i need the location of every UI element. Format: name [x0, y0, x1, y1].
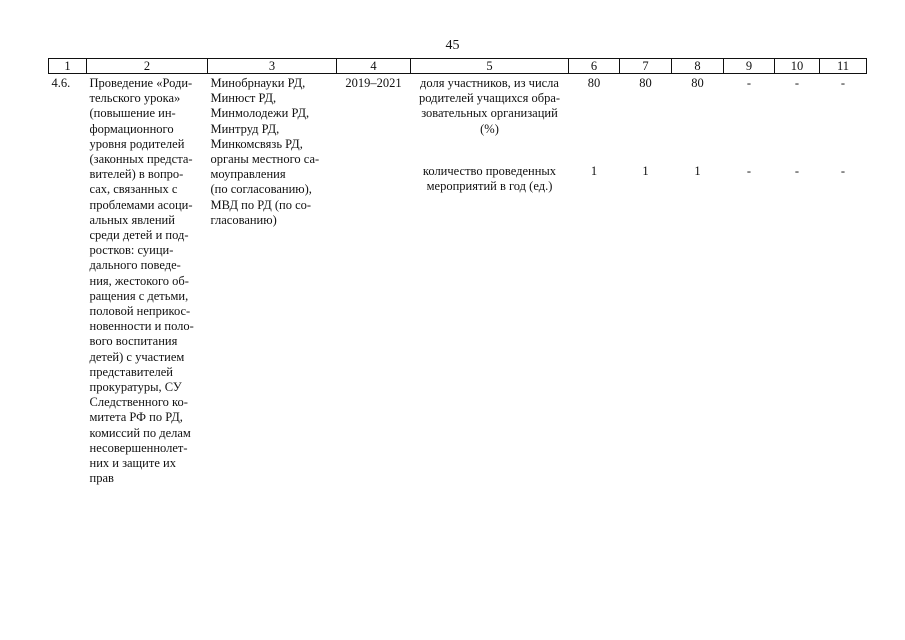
- value-col-6: 80 1: [587, 76, 601, 178]
- indicator-events-count: количество проведенных мероприятий в год (ед.): [422, 163, 557, 194]
- column-header-8: 8: [672, 59, 724, 74]
- value-col-9: - -: [746, 76, 752, 178]
- column-header-1: 1: [49, 59, 87, 74]
- value-col-10: - -: [794, 76, 800, 178]
- program-table: [48, 58, 867, 486]
- column-header-5: 5: [411, 59, 569, 74]
- column-header-9: 9: [724, 59, 775, 74]
- indicator-share-participants: доля участников, из числа родителей учащихся обра- зовательных организаций (%): [418, 76, 561, 136]
- value-col-7: 80 1: [639, 76, 652, 178]
- implementation-period: 2019–2021: [345, 76, 402, 90]
- value-col-11: - -: [840, 76, 846, 178]
- column-header-11: 11: [820, 59, 867, 74]
- event-description: Проведение «Роди- тельского урока» (повышение ин- формационного уровня родителей (законных предста- вителей) в вопро- сах, связанных с проблемами асоци- альных явлений среди детей и под- ростков: суици- дального поведе- ния, жестокого об- ращения с детьми, половой неприкос- новенности и поло- вого воспитания детей) с участием представителей прокуратуры, СУ Следственного ко- митета РФ по РД, комиссий по делам несовершеннолет- них и защите их прав: [89, 76, 194, 486]
- column-header-2: 2: [87, 59, 208, 74]
- column-header-4: 4: [337, 59, 411, 74]
- page-number: 45: [445, 38, 460, 53]
- row-number: 4.6.: [51, 76, 71, 90]
- value-col-8: 80 1: [691, 76, 704, 178]
- column-header-3: 3: [208, 59, 337, 74]
- header-row: [49, 59, 867, 74]
- column-header-6: 6: [569, 59, 620, 74]
- table-row: [49, 74, 867, 487]
- column-header-10: 10: [775, 59, 820, 74]
- executors: Минобрнауки РД, Минюст РД, Минмолодежи РД, Минтруд РД, Минкомсвязь РД, органы местного са- моуправления (по согласованию), МВД по РД (по со- гласованию): [210, 76, 320, 227]
- indicator-names: [411, 74, 569, 487]
- column-header-7: 7: [620, 59, 672, 74]
